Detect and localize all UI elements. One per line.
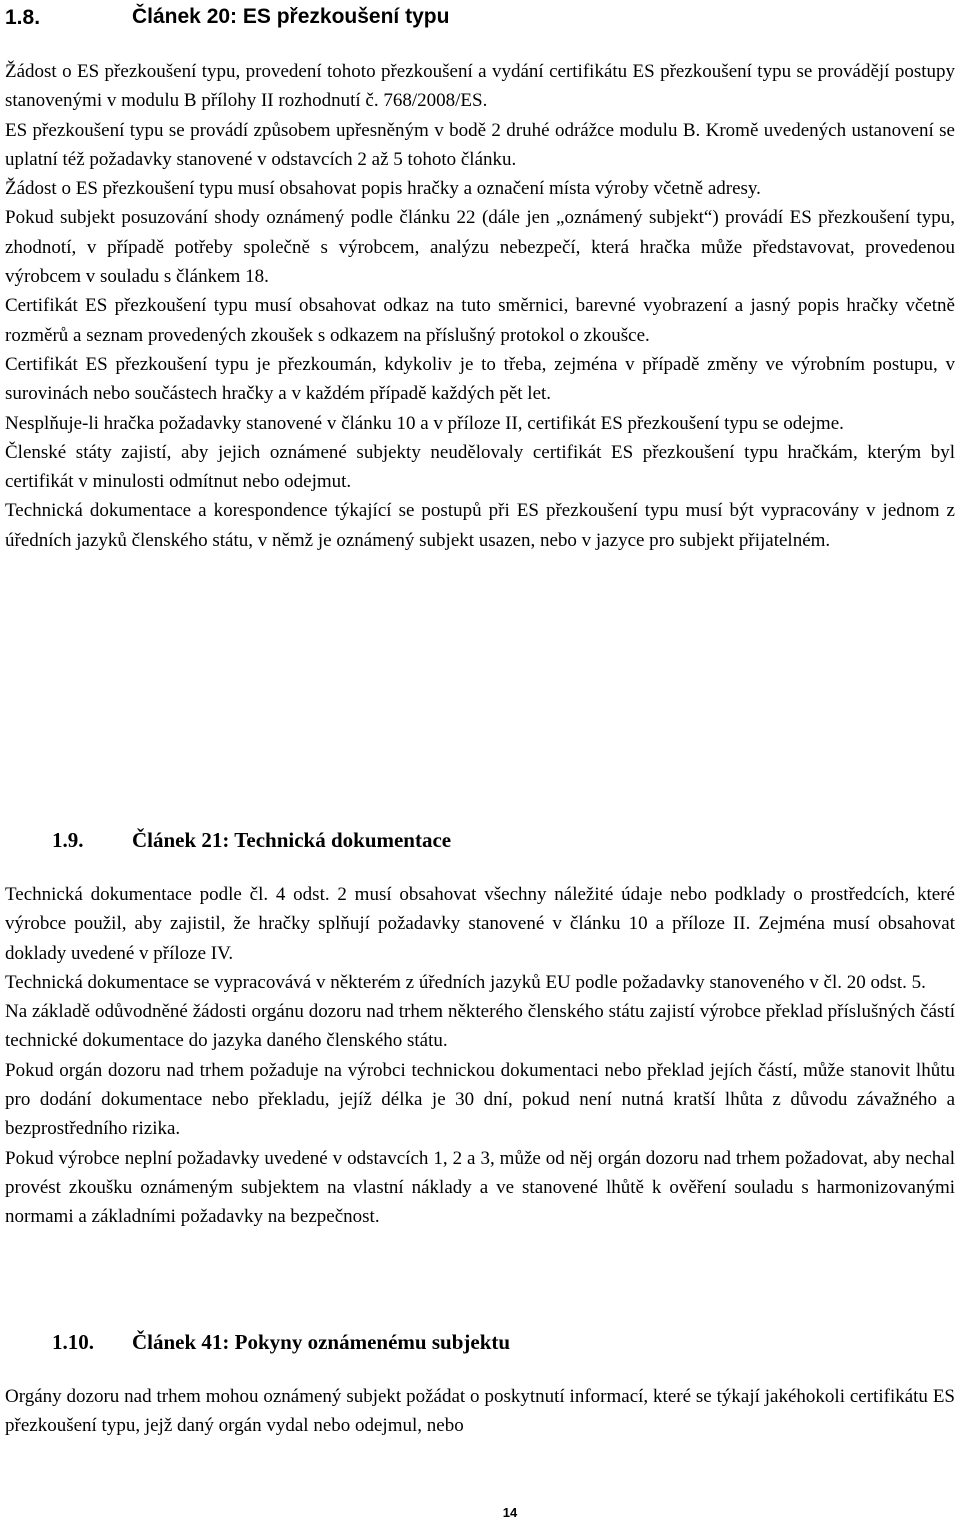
- paragraph: Na základě odůvodněné žádosti orgánu dozoru nad trhem některého členského státu zajistí výrobce překlad příslušných částí technické dokumentace do jazyka daného členského státu.: [5, 1001, 955, 1052]
- section-title: Článek 21: Technická dokumentace: [132, 828, 452, 852]
- section-heading-1-9: [52, 826, 452, 854]
- section-number: 1.9.: [52, 828, 84, 852]
- paragraph: Certifikát ES přezkoušení typu je přezkoumán, kdykoliv je to třeba, zejména v případě změny ve výrobním postupu, v surovinách nebo součástech hračky a v každém případě každých pět let.: [5, 353, 955, 405]
- section-title: Článek 41: Pokyny oznámenému subjektu: [132, 1330, 511, 1354]
- paragraph: Členské státy zajistí, aby jejich oznámené subjekty neudělovaly certifikát ES přezkoušení typu hračkám, kterým byl certifikát v minulosti odmítnut nebo odejmut.: [5, 441, 955, 493]
- paragraph: Pokud subjekt posuzování shody oznámený podle článku 22 (dále jen „oznámený subjekt“) provádí ES přezkoušení typu, zhodnotí, v případě potřeby společně s výrobcem, analýzu nebezpečí, která hračka může představovat, provedenou výrobcem v souladu s článkem 18.: [5, 207, 955, 288]
- page-number: 14: [502, 1505, 518, 1520]
- section-body-1-9: [5, 880, 955, 1232]
- section-number: 1.10.: [52, 1330, 94, 1354]
- paragraph: Technická dokumentace podle čl. 4 odst. 2 musí obsahovat všechny náležité údaje nebo podklady o prostředcích, které výrobce použil, aby zajistil, že hračky splňují požadavky stanovené v článku 10 a příloze II. Zejména musí obsahovat doklady uvedené v příloze IV.: [5, 884, 955, 964]
- paragraph: Pokud výrobce neplní požadavky uvedené v odstavcích 1, 2 a 3, může od něj orgán dozoru nad trhem požadovat, aby nechal provést zkoušku oznámeným subjektem na vlastní náklady a ve stanovené lhůtě k ověření souladu s harmonizovanými normami a základními požadavky na bezpečnost.: [5, 1147, 955, 1228]
- section-number: 1.8.: [5, 6, 41, 29]
- paragraph: Nesplňuje-li hračka požadavky stanovené v článku 10 a v příloze II, certifikát ES přezkoušení typu se odejme.: [5, 412, 844, 434]
- section-title: Článek 20: ES přezkoušení typu: [132, 5, 450, 28]
- paragraph: ES přezkoušení typu se provádí způsobem upřesněným v bodě 2 druhé odrážce modulu B. Kromě uvedených ustanovení se uplatní též požadavky stanovené v odstavcích 2 až 5 tohoto článku.: [5, 119, 955, 170]
- section-body-1-10: [5, 1382, 955, 1441]
- paragraph: Technická dokumentace a korespondence týkající se postupů při ES přezkoušení typu musí být vypracovány v jednom z úředních jazyků členského státu, v němž je oznámený subjekt usazen, nebo v jazyce pro subjekt přijatelném.: [5, 500, 955, 551]
- paragraph: Technická dokumentace se vypracovává v některém z úředních jazyků EU podle požadavky stanoveného v čl. 20 odst. 5.: [5, 971, 926, 993]
- paragraph: Žádost o ES přezkoušení typu musí obsahovat popis hračky a označení místa výroby včetně adresy.: [5, 178, 761, 200]
- paragraph: Žádost o ES přezkoušení typu, provedení tohoto přezkoušení a vydání certifikátu ES přezkoušení typu se provádějí postupy stanovenými v modulu B přílohy II rozhodnutí č. 768/2008/ES.: [5, 61, 955, 112]
- paragraph: Orgány dozoru nad trhem mohou oznámený subjekt požádat o poskytnutí informací, které se týkají jakéhokoli certifikátu ES přezkoušení typu, jejž daný orgán vydal nebo odejmul, nebo: [5, 1386, 955, 1437]
- paragraph: Pokud orgán dozoru nad trhem požaduje na výrobci technickou dokumentaci nebo překlad jejích částí, může stanovit lhůtu pro dodání dokumentace nebo překladu, jejíž délka je 30 dní, pokud není nutná kratší lhůta z důvodu závažného a bezprostředního rizika.: [5, 1059, 955, 1140]
- section-heading-1-10: [52, 1328, 511, 1356]
- paragraph: Certifikát ES přezkoušení typu musí obsahovat odkaz na tuto směrnici, barevné vyobrazení a jasný popis hračky včetně rozměrů a seznam provedených zkoušek s odkazem na příslušný protokol o zkoušce.: [5, 295, 955, 346]
- section-heading-1-8: [5, 3, 450, 32]
- section-body-1-8: [5, 57, 955, 555]
